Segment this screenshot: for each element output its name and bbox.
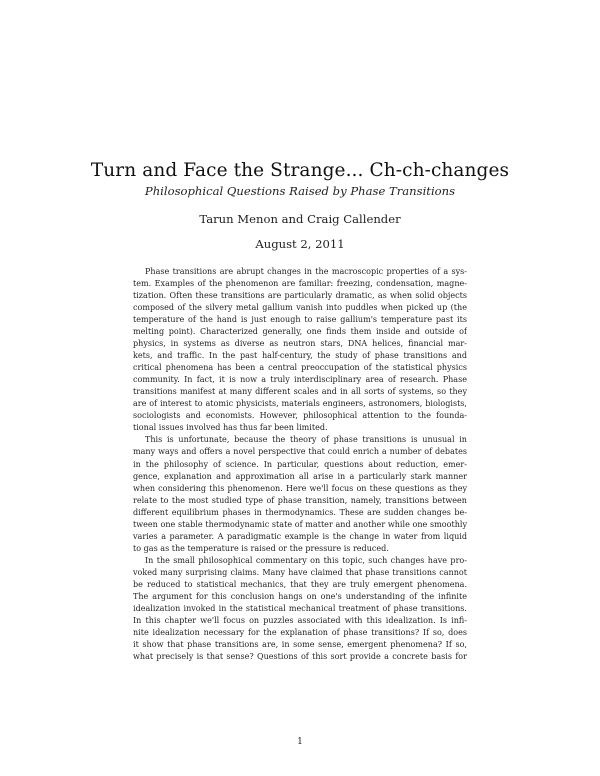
text-line: it show that phase transitions are, in some sense, emergent phenomena? If so,: [133, 639, 467, 649]
text-line: idealization invoked in the statistical mechanical treatment of phase transitions.: [133, 603, 467, 613]
text-line: voked many surprising claims. Many have claimed that phase transitions cannot: [133, 567, 467, 577]
text-line: many ways and offers a novel perspective that could enrich a number of debates: [133, 447, 467, 457]
text-line: different equilibrium phases in thermodynamics. These are sudden changes be-: [133, 507, 467, 517]
text-line: tional issues involved has thus far been limited.: [133, 423, 328, 433]
page-number: 1: [297, 737, 303, 747]
text-line: temperature of the hand is just enough to raise gallium's temperature past its: [133, 315, 467, 325]
text-line: composed of the silvery metal gallium vanish into puddles when picked up (the: [133, 303, 467, 313]
paragraph: [133, 434, 467, 554]
text-line: kets, and traffic. In the past half-century, the study of phase transitions and: [133, 351, 467, 361]
text-line: when considering this phenomenon. Here we'll focus on these questions as they: [133, 483, 467, 493]
text-line: tization. Often these transitions are particularly dramatic, as when solid objects: [133, 291, 467, 301]
paper-date: August 2, 2011: [255, 237, 345, 251]
text-line: tem. Examples of the phenomenon are familiar: freezing, condensation, magne-: [133, 279, 467, 289]
text-line: This is unfortunate, because the theory of phase transitions is unusual in: [145, 435, 467, 445]
text-line: In the small philosophical commentary on this topic, such changes have pro-: [145, 555, 467, 565]
text-line: Phase transitions are abrupt changes in the macroscopic properties of a sys-: [145, 267, 467, 276]
text-line: transitions manifest at many different scales and in all sorts of systems, so they: [133, 387, 467, 397]
text-line: relate to the most studied type of phase transition, namely, transitions between: [133, 495, 467, 505]
text-line: sociologists and economists. However, philosophical attention to the founda-: [133, 411, 467, 421]
text-line: physics, in systems as diverse as neutron stars, DNA helices, financial mar-: [133, 339, 467, 349]
paragraph: [133, 266, 467, 434]
text-line: to gas as the temperature is raised or the pressure is reduced.: [133, 543, 389, 553]
text-line: what precisely is that sense? Questions of this sort provide a concrete basis for: [133, 652, 467, 661]
paper-title: Turn and Face the Strange... Ch-ch-changes: [90, 160, 510, 181]
text-line: be reduced to statistical mechanics, that they are truly emergent phenomena.: [133, 579, 467, 589]
text-line: tween one stable thermodynamic state of matter and another while one smoothly: [133, 519, 467, 529]
text-line: critical phenomena has been a central preoccupation of the statistical physics: [133, 363, 467, 373]
text-line: The argument for this conclusion hangs on one's understanding of the infinite: [133, 591, 467, 601]
text-line: nite idealization necessary for the explanation of phase transitions? If so, does: [133, 627, 467, 637]
text-line: In this chapter we'll focus on puzzles associated with this idealization. Is infi-: [133, 615, 467, 625]
text-line: are of interest to atomic physicists, materials engineers, astronomers, biologists,: [133, 399, 467, 409]
paragraph: [133, 555, 467, 663]
paper-subtitle: Philosophical Questions Raised by Phase Transitions: [144, 184, 456, 198]
text-line: in the philosophy of science. In particular, questions about reduction, emer-: [133, 459, 467, 469]
text-line: community. In fact, it is now a truly interdisciplinary area of research. Phase: [133, 375, 467, 385]
paper-authors: Tarun Menon and Craig Callender: [199, 212, 401, 226]
text-line: gence, explanation and approximation all arise in a particularly stark manner: [133, 471, 467, 481]
text-line: melting point). Characterized generally, one finds them inside and outside of: [133, 327, 467, 337]
body-text: [133, 266, 467, 663]
text-line: varies a parameter. A paradigmatic example is the change in water from liquid: [133, 531, 467, 541]
